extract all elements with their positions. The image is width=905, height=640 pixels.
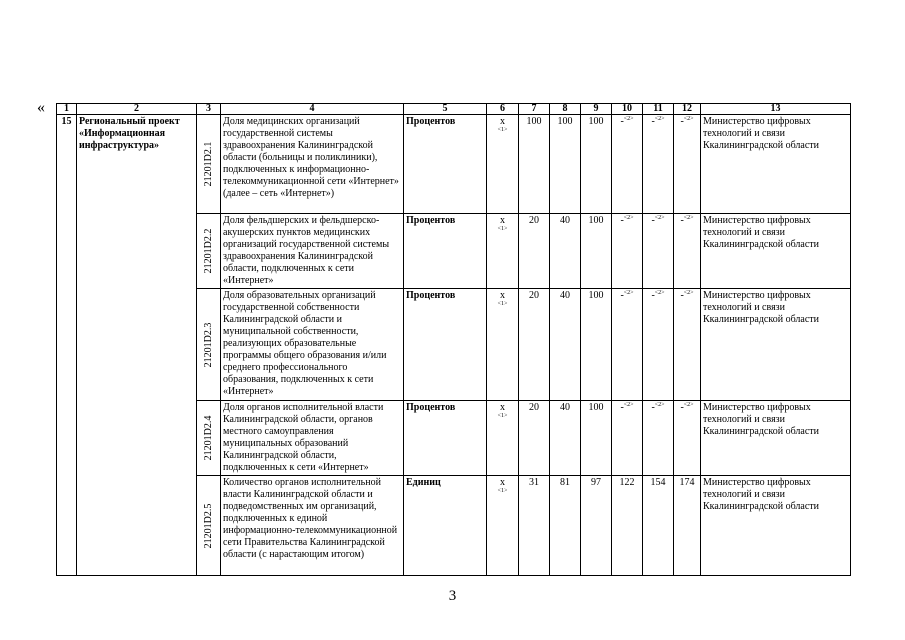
indicator-name: Доля образовательных организаций государственной собственности Калининградской области и муниципальной собственности, реализующих образовательные программы общего образования и/или среднего профессионального образования, подключенных к сети «Интернет» [221, 289, 404, 401]
responsible-body: Министерство цифровых технологий и связи Ккалининградской области [701, 289, 851, 401]
value-dash: - [651, 215, 655, 226]
indicator-code: 21201D2.1 [202, 141, 214, 187]
value-col-8: 81 [550, 476, 581, 576]
indicator-code-cell [197, 214, 221, 289]
base-value: х [500, 402, 505, 413]
base-value-cell [487, 214, 519, 289]
footnote-ref: <2> [654, 116, 665, 122]
footnote-ref: <1> [497, 127, 508, 133]
indicator-code-cell [197, 289, 221, 401]
header-cell-3: 3 [197, 104, 221, 115]
header-cell-13: 13 [701, 104, 851, 115]
value-dash: - [620, 215, 624, 226]
footnote-ref: <2> [654, 215, 665, 221]
value-col-9: 100 [581, 214, 612, 289]
unit-of-measure: Процентов [404, 115, 487, 214]
base-value-cell [487, 401, 519, 476]
header-cell-10: 10 [612, 104, 643, 115]
footnote-ref: <2> [683, 215, 694, 221]
indicator-code: 21201D2.4 [202, 415, 214, 461]
indicator-code-cell [197, 115, 221, 214]
footnote-ref: <2> [623, 116, 634, 122]
header-cell-2: 2 [77, 104, 197, 115]
footnote-ref: <2> [623, 215, 634, 221]
responsible-body: Министерство цифровых технологий и связи Ккалининградской области [701, 401, 851, 476]
value-col-7: 20 [519, 289, 550, 401]
value-col-9: 100 [581, 115, 612, 214]
footnote-ref: <2> [623, 402, 634, 408]
unit-of-measure: Процентов [404, 214, 487, 289]
header-cell-8: 8 [550, 104, 581, 115]
value-col-9: 100 [581, 289, 612, 401]
header-cell-1: 1 [57, 104, 77, 115]
value-dash: - [651, 290, 655, 301]
header-cell-6: 6 [487, 104, 519, 115]
indicator-code: 21201D2.5 [202, 503, 214, 548]
value-dash: - [620, 290, 624, 301]
table-header-row [57, 104, 851, 115]
base-value: х [500, 116, 505, 127]
project-number: 15 [57, 115, 77, 576]
header-cell-12: 12 [674, 104, 701, 115]
responsible-body: Министерство цифровых технологий и связи Ккалининградской области [701, 115, 851, 214]
footnote-ref: <2> [654, 290, 665, 296]
indicator-code-cell [197, 401, 221, 476]
value-dash: - [680, 290, 684, 301]
page-number: 3 [448, 588, 457, 604]
opening-quote-mark: « [37, 99, 45, 116]
value-col-11 [643, 289, 674, 401]
value-col-7: 100 [519, 115, 550, 214]
value-dash: - [620, 116, 624, 127]
value-col-12 [674, 115, 701, 214]
header-cell-4: 4 [221, 104, 404, 115]
base-value: х [500, 477, 505, 488]
header-cell-9: 9 [581, 104, 612, 115]
value-dash: - [680, 215, 684, 226]
base-value-cell [487, 476, 519, 576]
value-col-9: 100 [581, 401, 612, 476]
indicator-name: Доля медицинских организаций государственной системы здравоохранения Калининградской области (больницы и поликлиники), подключенных к информационно-телекоммуникационной сети «Интернет» (далее – сеть «Интернет») [221, 115, 404, 214]
value-col-10 [612, 476, 643, 576]
indicator-code: 21201D2.3 [202, 322, 214, 367]
footnote-ref: <1> [497, 226, 508, 232]
footnote-ref: <2> [654, 402, 665, 408]
header-cell-11: 11 [643, 104, 674, 115]
value-col-10 [612, 289, 643, 401]
value-col-8: 40 [550, 289, 581, 401]
base-value-cell [487, 115, 519, 214]
value-col-10 [612, 214, 643, 289]
value-number: 174 [679, 477, 695, 488]
value-col-10 [612, 115, 643, 214]
project-name: Региональный проект «Информационная инфраструктура» [77, 115, 197, 576]
base-value: х [500, 215, 505, 226]
indicator-name: Количество органов исполнительной власти Калининградской области и подведомственных им организаций, подключенных к единой информационно-телекоммуникационной сети Правительства Калининградской области (с нарастающим итогом) [221, 476, 404, 576]
footnote-ref: <1> [497, 488, 508, 494]
base-value-cell [487, 289, 519, 401]
footnote-ref: <2> [623, 290, 634, 296]
footnote-ref: <1> [497, 301, 508, 307]
responsible-body: Министерство цифровых технологий и связи Ккалининградской области [701, 214, 851, 289]
value-number: 122 [619, 477, 635, 488]
footnote-ref: <1> [497, 413, 508, 419]
header-cell-5: 5 [404, 104, 487, 115]
value-dash: - [651, 402, 655, 413]
value-dash: - [680, 116, 684, 127]
value-col-7: 20 [519, 401, 550, 476]
indicator-code: 21201D2.2 [202, 228, 214, 274]
value-col-8: 40 [550, 214, 581, 289]
header-cell-7: 7 [519, 104, 550, 115]
indicators-table [56, 103, 851, 576]
value-dash: - [680, 402, 684, 413]
footnote-ref: <2> [683, 290, 694, 296]
base-value: х [500, 290, 505, 301]
value-col-11 [643, 214, 674, 289]
value-col-11 [643, 115, 674, 214]
indicator-name: Доля фельдшерских и фельдшерско-акушерских пунктов медицинских организаций государственной системы здравоохранения Калининградской области, подключенных к сети «Интернет» [221, 214, 404, 289]
responsible-body: Министерство цифровых технологий и связи Ккалининградской области [701, 476, 851, 576]
value-col-12 [674, 401, 701, 476]
value-col-11 [643, 476, 674, 576]
value-dash: - [651, 116, 655, 127]
value-col-8: 40 [550, 401, 581, 476]
unit-of-measure: Единиц [404, 476, 487, 576]
value-col-7: 31 [519, 476, 550, 576]
value-number: 154 [650, 477, 666, 488]
value-col-12 [674, 214, 701, 289]
value-col-8: 100 [550, 115, 581, 214]
value-col-11 [643, 401, 674, 476]
value-col-9: 97 [581, 476, 612, 576]
footnote-ref: <2> [683, 402, 694, 408]
unit-of-measure: Процентов [404, 289, 487, 401]
table-row [57, 115, 851, 214]
value-col-10 [612, 401, 643, 476]
value-col-12 [674, 289, 701, 401]
value-col-12 [674, 476, 701, 576]
indicator-code-cell [197, 476, 221, 576]
value-col-7: 20 [519, 214, 550, 289]
unit-of-measure: Процентов [404, 401, 487, 476]
indicator-name: Доля органов исполнительной власти Калининградской области, органов местного самоуправления муниципальных образований Калининградской области, подключенных к сети «Интернет» [221, 401, 404, 476]
footnote-ref: <2> [683, 116, 694, 122]
value-dash: - [620, 402, 624, 413]
